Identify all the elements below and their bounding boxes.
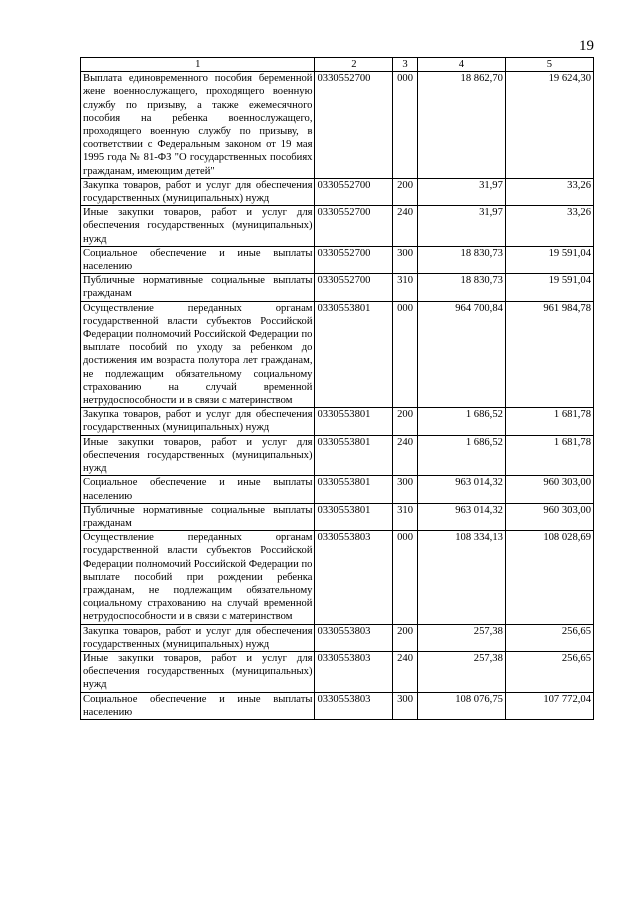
table-row — [81, 531, 594, 624]
row-description: Выплата единовременного пособия беременной жене военнослужащего, проходящего военную службу по призыву, а также ежемесячного пособия на ребенка военнослужащего, проходящего военную службу по призыву, в соответствии с Федеральным законом от 19 мая 1995 года № 81-ФЗ "О государственных пособиях гражданам, имеющим детей" — [81, 72, 315, 179]
row-description: Иные закупки товаров, работ и услуг для обеспечения государственных (муниципальных) нужд — [81, 206, 315, 247]
row-expense-type: 200 — [393, 624, 418, 651]
row-description: Социальное обеспечение и иные выплаты населению — [81, 246, 315, 273]
row-target-code: 0330552700 — [315, 246, 393, 273]
row-amount-col4: 964 700,84 — [417, 301, 505, 408]
row-description: Публичные нормативные социальные выплаты гражданам — [81, 274, 315, 301]
row-target-code: 0330552700 — [315, 206, 393, 247]
table-row — [81, 178, 594, 205]
row-expense-type: 310 — [393, 503, 418, 530]
row-expense-type: 300 — [393, 246, 418, 273]
row-target-code: 0330553801 — [315, 301, 393, 408]
row-target-code: 0330552700 — [315, 72, 393, 179]
row-expense-type: 240 — [393, 206, 418, 247]
row-target-code: 0330553803 — [315, 531, 393, 624]
row-amount-col5: 19 624,30 — [505, 72, 593, 179]
page-number: 19 — [579, 38, 594, 54]
row-amount-col4: 31,97 — [417, 178, 505, 205]
row-target-code: 0330553801 — [315, 503, 393, 530]
row-description: Иные закупки товаров, работ и услуг для обеспечения государственных (муниципальных) нужд — [81, 651, 315, 692]
row-target-code: 0330553803 — [315, 624, 393, 651]
column-header: 4 — [417, 58, 505, 72]
budget-table-body — [81, 58, 594, 720]
budget-table — [80, 57, 594, 720]
row-amount-col4: 963 014,32 — [417, 476, 505, 503]
row-amount-col5: 256,65 — [505, 624, 593, 651]
row-description: Социальное обеспечение и иные выплаты населению — [81, 692, 315, 719]
row-amount-col5: 108 028,69 — [505, 531, 593, 624]
row-target-code: 0330553803 — [315, 651, 393, 692]
row-expense-type: 310 — [393, 274, 418, 301]
table-row — [81, 246, 594, 273]
row-target-code: 0330553801 — [315, 476, 393, 503]
row-expense-type: 300 — [393, 476, 418, 503]
row-amount-col4: 18 862,70 — [417, 72, 505, 179]
column-header: 2 — [315, 58, 393, 72]
row-expense-type: 200 — [393, 178, 418, 205]
row-amount-col4: 1 686,52 — [417, 435, 505, 476]
row-amount-col5: 960 303,00 — [505, 503, 593, 530]
row-amount-col5: 1 681,78 — [505, 408, 593, 435]
row-target-code: 0330553801 — [315, 408, 393, 435]
column-header: 5 — [505, 58, 593, 72]
table-row — [81, 206, 594, 247]
row-amount-col4: 963 014,32 — [417, 503, 505, 530]
row-description: Социальное обеспечение и иные выплаты населению — [81, 476, 315, 503]
row-description: Иные закупки товаров, работ и услуг для обеспечения государственных (муниципальных) нужд — [81, 435, 315, 476]
row-expense-type: 240 — [393, 435, 418, 476]
row-amount-col5: 19 591,04 — [505, 246, 593, 273]
row-description: Публичные нормативные социальные выплаты гражданам — [81, 503, 315, 530]
table-row — [81, 692, 594, 719]
row-amount-col4: 257,38 — [417, 651, 505, 692]
row-description: Осуществление переданных органам государственной власти субъектов Российской Федерации полномочий Российской Федерации по выплате пособий по уходу за ребенком до достижения им возраста полутора лет гражданам, не подлежащим обязательному социальному страхованию на случай временной нетрудоспособности и в связи с материнством — [81, 301, 315, 408]
row-expense-type: 000 — [393, 301, 418, 408]
table-row — [81, 624, 594, 651]
row-target-code: 0330553803 — [315, 692, 393, 719]
row-description: Закупка товаров, работ и услуг для обеспечения государственных (муниципальных) нужд — [81, 624, 315, 651]
row-amount-col4: 31,97 — [417, 206, 505, 247]
row-amount-col5: 960 303,00 — [505, 476, 593, 503]
table-row — [81, 476, 594, 503]
column-header: 3 — [393, 58, 418, 72]
row-amount-col5: 107 772,04 — [505, 692, 593, 719]
row-expense-type: 000 — [393, 72, 418, 179]
row-amount-col5: 33,26 — [505, 206, 593, 247]
row-expense-type: 200 — [393, 408, 418, 435]
row-description: Закупка товаров, работ и услуг для обеспечения государственных (муниципальных) нужд — [81, 408, 315, 435]
table-row — [81, 72, 594, 179]
row-target-code: 0330553801 — [315, 435, 393, 476]
column-header: 1 — [81, 58, 315, 72]
row-expense-type: 240 — [393, 651, 418, 692]
row-amount-col4: 108 076,75 — [417, 692, 505, 719]
row-target-code: 0330552700 — [315, 178, 393, 205]
row-description: Осуществление переданных органам государственной власти субъектов Российской Федерации полномочий Российской Федерации по выплате пособий при рождении ребенка гражданам, не подлежащим обязательному социальному страхованию на случай временной нетрудоспособности и в связи с материнством — [81, 531, 315, 624]
row-amount-col4: 18 830,73 — [417, 274, 505, 301]
row-expense-type: 000 — [393, 531, 418, 624]
row-amount-col5: 19 591,04 — [505, 274, 593, 301]
row-description: Закупка товаров, работ и услуг для обеспечения государственных (муниципальных) нужд — [81, 178, 315, 205]
table-row — [81, 274, 594, 301]
row-amount-col5: 256,65 — [505, 651, 593, 692]
table-row — [81, 301, 594, 408]
table-header-row — [81, 58, 594, 72]
row-amount-col5: 961 984,78 — [505, 301, 593, 408]
row-amount-col4: 108 334,13 — [417, 531, 505, 624]
row-target-code: 0330552700 — [315, 274, 393, 301]
row-expense-type: 300 — [393, 692, 418, 719]
table-row — [81, 435, 594, 476]
table-row — [81, 651, 594, 692]
table-row — [81, 408, 594, 435]
row-amount-col5: 33,26 — [505, 178, 593, 205]
row-amount-col5: 1 681,78 — [505, 435, 593, 476]
table-row — [81, 503, 594, 530]
row-amount-col4: 18 830,73 — [417, 246, 505, 273]
row-amount-col4: 1 686,52 — [417, 408, 505, 435]
row-amount-col4: 257,38 — [417, 624, 505, 651]
